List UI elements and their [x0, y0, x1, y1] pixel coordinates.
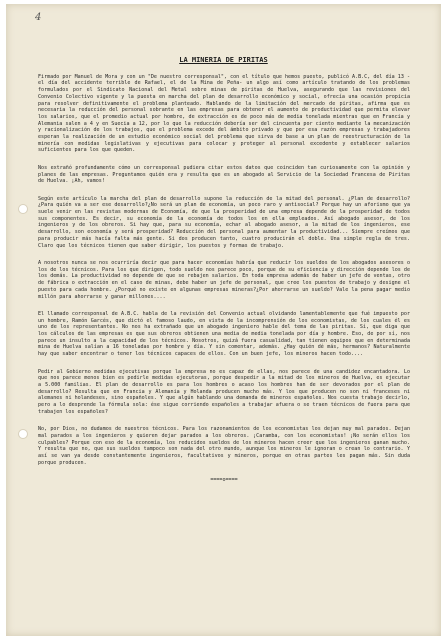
handwritten-page-mark: 4	[35, 12, 42, 23]
punch-hole	[18, 429, 28, 439]
article-title: LA MINERIA DE PIRITAS	[179, 56, 268, 64]
punch-hole	[18, 204, 28, 214]
paragraph: Nos extrañó profundamente cómo un corresponsal pudiera citar estos datos que coinciden tan curiosamente con la opinión y planes de las empresas. Preguntamos quién era y resulta que es un abogado al Servicio de la Sociedad Francesa de Piritas de Huelva. ¡Ah, vamos!	[38, 164, 410, 185]
end-mark: ====o====	[210, 477, 238, 484]
paragraph: A nosotros nunca se nos ocurriría decir que para hacer economías habría que reducir los sueldos de los abogados asesores o los de los técnicos. Para los que dirigen, todo sueldo nos parece poco, porque de su eficiencia y dirección depende los de los demás. La productividad no depende de que se rebajen salarios. En toda empresa además de haber un jefe de ventas, otro de fábrica o extracción en el caso de minas, debe haber un jefe de personal, que cree los puestos de trabajo y designe el puesto para cada hombre. ¿Porqué no existe en algunas empresas mineras?¿Por ahorrarse un sueldo? Vale la pena pagar medio millón para ahorrarse y ganar millones....	[38, 259, 410, 300]
paragraph: El llamado corresponsal de A.B.C. habla de la revisión del Convenio actual olvidando lamentablemente que fué impuesto por un hombre, Ramón Garcés, que dictó el famoso laudo, en vista de la incomprensión de los economistas, de los cuales él es uno de los representantes. No nos ha extrañado que un abogado ingeniero hable del tema de las piritas. Sí, que diga que los cálculos de las empresas es que sus obreros obtienen una media de media tonelada por día y hombre. Eso, de por sí, nos parece un insulto a la capacidad de los técnicos. Nosotros, quizá fuera casualidad, tan tienen equipos que en determinada mina de Huelva salían a 16 toneladas por hombre y día. Y sin comentar, además. ¿Hay quién dé más, hermanos? Naturalmente hay que saber encontrar o tener los técnicos capaces de ellos. Con un buen jefe, los mineros hacen todo....	[38, 310, 410, 358]
paragraph: Firmado por Manuel de Mora y con un "De nuestro corresponsal", con el título que hemos puesto, publicó A.B.C, del día 13 -el día del accidente terrible de Rafael, el de la Mina de Peña- un algo así como artículo tratando de los problemas formulados por el Sindicato Nacional del Metal sobre minas de piritas de Huelva, asegurando que las revisiones del Convenio Colectivo vigente y la puesta en marcha del plan de desarrollo económico y social, ofrecía una ocasión propicia para resolver definitivamente el problema planteado. Hablando de la limitación del mercado de piritas, afirma que es necesaria la reducción del personal sobrante en las empresas para obtener el aumento de productividad que permita elevar los salarios, que el promedio actual por hombre, de extracción es de poco más de media tonelada mientras que en Francia y Alemania salen a 4 y en Suecia a 12, por lo que la reducción debería ser del cincuenta por ciento mediante la mecanización y racionalización de los trabajos, que el problema excede del ámbito privado y que por esa razón empresas y trabajadores esperan la realización de un estudio económico social del problema que sirva de base a un plan de reestructuración de la minería con medidas legislativas y ejecutivas para colocar y proteger al personal excedente y establecer salarios suficientes para los que queden.	[38, 73, 410, 154]
paragraph: Pedir al Gobierno medidas ejecutivas porque la empresa no es capaz de ellas, nos parece de una candidez encantadora. Lo que nos parece menos bien es pedirle medidas ejecutoras, porque despedir a la mitad de los mineros de Huelva, es ejecutar a 5.000 familias. El plan de desarrollo es para los hombres o acaso los hombres han de ser devorados por el plan de desarrollo? Resulta que en Francia y Alemania y Holanda producen mucho más. Y los que producen no son ni franceses ni alemanes ni holandeses, sino españoles. Y que algún hablando una demanda de mineros españoles. Nos cuesta trabajo decirlo, pero a lo desprende la fórmula sola: ése sigue corriendo españoles a trabajar afuera o se traen técnicos de fuera para que trabajen los españoles?	[38, 368, 410, 415]
paragraph: Según este artículo la marcha del plan de desarrollo supone la reducción de la mitad del personal. ¿Plan de desarrollo?¿Para quién va a ser ese desarrollo?¿No será un plan de economía, un poco raro y antisocial? Porque hay un aforismo que ya suele venir en las revistas modernas de Economía, de que la prosperidad de una empresa depende de la prosperidad de todos sus componentes. Es decir, su economía de la economía de todos los en ella empleados. Así abogado asesor, de los ingenieros y de los obreros. Si hay que, para su economía, echar al abogado asesor, a la mitad de los ingenieros, ese desarrollo, son economía y será prosperidad? Reducción del personal para aumentar la productividad... Siempre creímos que para producir más hacía falta más gente. Si dos producen tanto, cuatro producirán el doble. Una simple regla de tres. Claro que los técnicos tienen que saber dirigir, los puestos y formas de trabajo.	[38, 195, 410, 249]
paragraph: No, por Dios, no dudamos de nuestros técnicos. Para los razonamientos de los economistas los dejan muy mal parados. Dejan mal parados a los ingenieros y quieren dejar parados a los obreros. ¡Caramba, con los economistas! ¡No serán ellos los culpables? Porque con eso de la economía, los reducidos sueldos de los mineros hacen creer que los ingenieros ganan mucho. Y resulta que no, que sus sueldos tampoco son nada del otro mundo, aunque los mineros le ignoran o crean lo contrario. Y así se van ya desde constantemente ingenieros, facultativos y mineros, porque en otras partes les pagan más. Sin duda porque producen.	[38, 426, 410, 466]
article-body	[38, 67, 410, 490]
